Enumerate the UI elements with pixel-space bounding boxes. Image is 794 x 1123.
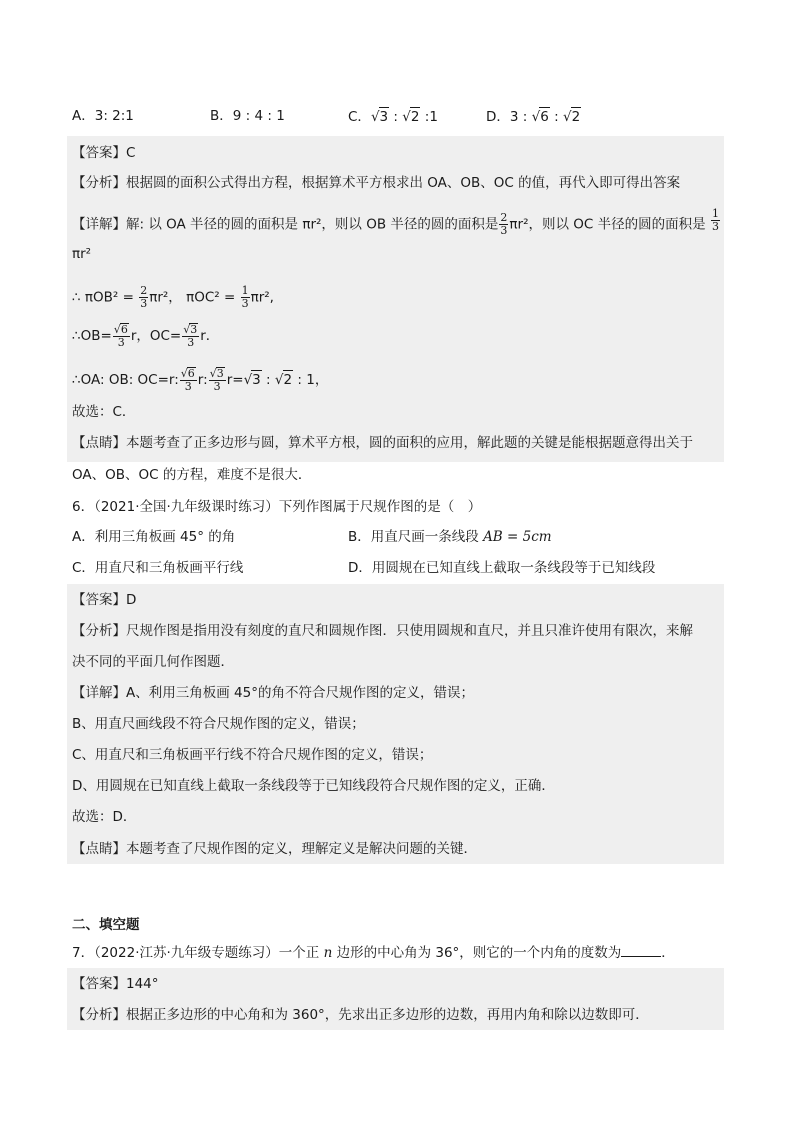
q5-detail-line1: 【详解】解: 以 OA 半径的圆的面积是 πr²，则以 OB 半径的圆的面积是 $\frac{2}{3}$ πr²，则以 OC 半径的圆的面积是 (72, 211, 706, 237)
q6-analysis-line1: 【分析】尺规作图是指用没有刻度的直尺和圆规作图．只使用圆规和直尺，并且只准许使用有限次，来解 (72, 623, 693, 639)
q6-detail-c: C、用直尺和三角板画平行线不符合尺规作图的定义，错误； (72, 747, 433, 763)
q5-detail-frac-one-third: $\frac{1}{3}$ (712, 207, 719, 233)
q5-comment-line2: OA、OB、OC 的方程，难度不是很大． (72, 467, 312, 483)
q6-option-d: D．用圆规在已知直线上截取一条线段等于已知线段 (348, 560, 656, 576)
q5-answer: 【答案】C (72, 145, 136, 161)
q5-analysis: 【分析】根据圆的面积公式得出方程，根据算术平方根求出 OA、OB、OC 的值，再代入即可得出答案 (72, 175, 681, 191)
q5-step3: ∴OA: OB: OC=r: $\frac{√6}{3}$ r: $\frac{√3}{3}$ r=√3 : √2 : 1， (72, 367, 329, 393)
q5-step1: ∴ πOB² = $\frac{2}{3}$ πr²， πOC² = $\frac{1}{3}$ πr², (72, 284, 274, 310)
q5-detail-line2: πr² (72, 246, 92, 262)
q6-comment: 【点睛】本题考查了尺规作图的定义，理解定义是解决问题的关键． (72, 841, 477, 857)
q6-detail-b: B、用直尺画线段不符合尺规作图的定义，错误； (72, 716, 365, 732)
q6-option-a: A．利用三角板画 45° 的角 (72, 529, 236, 545)
q5-option-a: A．3: 2:1 (72, 108, 134, 124)
q5-option-d: D．3 : √6 : √2 (486, 109, 581, 125)
q5-step2: ∴OB= $\frac{√6}{3}$ r，OC= $\frac{√3}{3}$ r． (72, 323, 220, 349)
q7-analysis: 【分析】根据正多边形的中心角和为 360°，先求出正多边形的边数，再用内角和除以边数即可． (72, 1007, 649, 1023)
q5-comment-line1: 【点睛】本题考查了正多边形与圆，算术平方根，圆的面积的应用，解此题的关键是能根据题意得出关于 (72, 435, 693, 451)
q6-option-c: C．用直尺和三角板画平行线 (72, 560, 244, 576)
q7-answer-blank[interactable] (621, 944, 661, 957)
q6-answer: 【答案】D (72, 592, 137, 608)
section-title: 二、填空题 (72, 917, 140, 933)
q7-answer: 【答案】144° (72, 976, 159, 992)
q5-choose: 故选：C． (72, 404, 136, 420)
q6-stem: 6．（2021·全国·九年级课时练习）下列作图属于尺规作图的是（ ） (72, 499, 482, 515)
q6-detail-d: D、用圆规在已知直线上截取一条线段等于已知线段符合尺规作图的定义，正确． (72, 778, 555, 794)
q6-choose: 故选：D． (72, 809, 137, 825)
q5-option-b: B．9 : 4 : 1 (210, 108, 285, 124)
q5-option-c: C．√3 : √2 :1 (348, 109, 438, 125)
q6-analysis-line2: 决不同的平面几何作图题． (72, 654, 234, 670)
q7-stem: 7．（2022·江苏·九年级专题练习）一个正 n 边形的中心角为 36°，则它的一个内角的度数为 ． (72, 945, 675, 961)
q6-detail-a: 【详解】A、利用三角板画 45°的角不符合尺规作图的定义，错误； (72, 685, 474, 701)
q6-option-b: B．用直尺画一条线段 AB = 5cm (348, 529, 552, 545)
